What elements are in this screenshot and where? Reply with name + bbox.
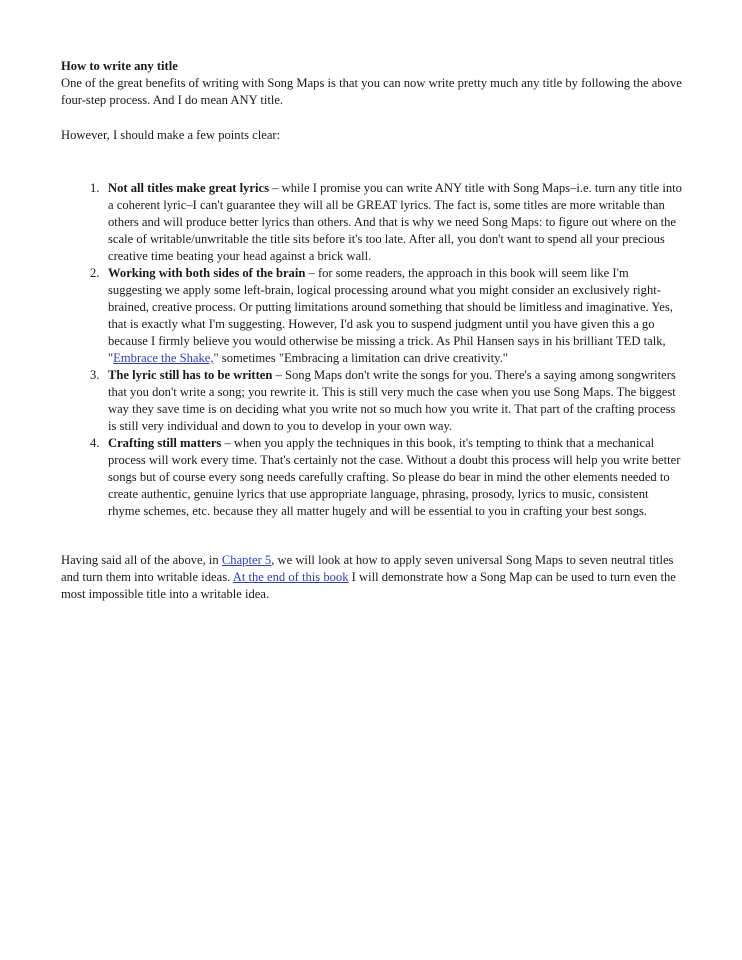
point-title: Crafting still matters [108, 436, 222, 450]
embrace-the-shake-link[interactable]: Embrace the Shake, [113, 351, 214, 365]
closing-text: , we will look at how to apply seven universal Song Maps to seven neutral titles and turn them into writable ideas. [61, 553, 674, 584]
point-number: 1. [90, 181, 100, 195]
end-of-book-link[interactable]: At the end of this book [232, 570, 349, 584]
point-item [90, 367, 683, 435]
point-text: – while I promise you can write ANY title with Song Maps–i.e. turn any title into a coherent lyric–I can't guarantee they will all be GREAT lyrics. The fact is, some titles are more writable than others and will produce better lyrics than others. And that is why we need Song Maps: to figure out where on the scale of writable/unwritable the title sits before it's too late. After all, you don't want to spend all your precious creative time beating your head against a brick wall. [108, 181, 682, 263]
closing-text: I will demonstrate how a Song Map can be used to turn even the most impossible title into a writable idea. [61, 570, 676, 601]
point-title: Not all titles make great lyrics [108, 181, 269, 195]
document-page [61, 58, 683, 603]
point-item [90, 180, 683, 265]
point-text: – Song Maps don't write the songs for you. There's a saying among songwriters that you don't write a song; you rewrite it. This is still very much the case when you use Song Maps. The biggest way they save time is on deciding what you write not so much how you write it. That part of the crafting process is still very individual and down to you to develop in your own way. [108, 368, 676, 433]
point-text: – for some readers, the approach in this book will seem like I'm suggesting we apply some left-brain, logical processing around what you might consider an exclusively right-brained, creative process. Or putting limitations around something that should be limitless and imaginative. Yes, that is exactly what I'm suggesting. However, I'd ask you to suspend judgment until you have given this a go because I firmly believe you would otherwise be missing a trick. As Phil Hansen says in his brilliant TED talk, " [108, 266, 673, 365]
intro-paragraph: One of the great benefits of writing with Song Maps is that you can now write pretty much any title by following the above four-step process. And I do mean ANY title. [61, 76, 682, 107]
section-heading: How to write any title [61, 59, 178, 73]
point-item [90, 435, 683, 520]
chapter-5-link[interactable]: Chapter 5 [221, 553, 272, 567]
point-number: 2. [90, 266, 100, 280]
point-text: – when you apply the techniques in this book, it's tempting to think that a mechanical process will work every time. That's certainly not the case. Without a doubt this process will help you write better songs but of course every song needs carefully crafting. So please do bear in mind the other elements needed to create authentic, genuine lyrics that use appropriate language, phrasing, prosody, lyrics to music, consistent rhyme schemes, etc. because they all matter hugely and will be essential to you in crafting your best songs. [108, 436, 681, 518]
closing-paragraph [61, 552, 683, 603]
point-number: 3. [90, 368, 100, 382]
point-title: The lyric still has to be written [108, 368, 273, 382]
point-number: 4. [90, 436, 100, 450]
point-item [90, 265, 683, 367]
closing-text: Having said all of the above, in [61, 553, 222, 567]
lead-in-paragraph: However, I should make a few points clear: [61, 128, 281, 142]
point-title: Working with both sides of the brain [108, 266, 306, 280]
point-text-after-link: " sometimes "Embracing a limitation can drive creativity." [213, 351, 508, 365]
points-list [61, 180, 683, 520]
